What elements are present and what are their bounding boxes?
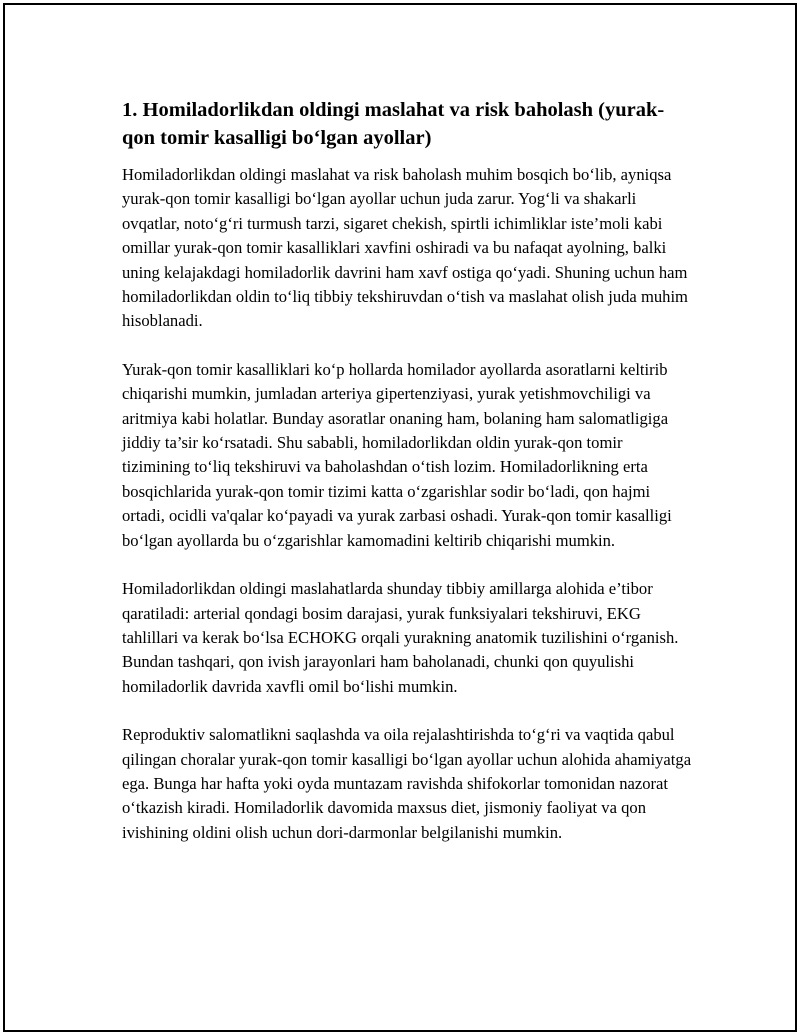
paragraph-4: Reproduktiv salomatlikni saqlashda va oila rejalashtirishda to‘g‘ri va vaqtida qabul qilingan choralar yurak-qon tomir kasalligi bo‘lgan ayollar uchun alohida ahamiyatga ega. Bunga har hafta yoki oyda muntazam ravishda shifokorlar tomonidan nazorat o‘tkazish kiradi. Homiladorlik davomida maxsus diet, jismoniy faoliyat va qon ivishining oldini olish uchun dori-darmonlar belgilanishi mumkin. [122, 725, 692, 842]
page-frame [3, 3, 797, 1032]
document-body [122, 96, 692, 869]
section-heading: 1. Homiladorlikdan oldingi maslahat va risk baholash (yurak-qon tomir kasalligi bo‘lgan ayollar) [122, 99, 665, 149]
paragraph-2: Yurak-qon tomir kasalliklari ko‘p hollarda homilador ayollarda asoratlarni keltirib chiqarishi mumkin, jumladan arteriya gipertenziyasi, yurak yetishmovchiligi va aritmiya kabi holatlar. Bunday asoratlar onaning ham, bolaning ham salomatligiga jiddiy ta’sir ko‘rsatadi. Shu sababli, homiladorlikdan oldin yurak-qon tomir tizimining to‘liq tekshiruvi va baholashdan o‘tish lozim. Homiladorlikning erta bosqichlarida yurak-qon tomir tizimi katta o‘zgarishlar sodir bo‘ladi, qon hajmi ortadi, ocidli va'qalar ko‘payadi va yurak zarbasi oshadi. Yurak-qon tomir kasalligi bo‘lgan ayollarda bu o‘zgarishlar kamomadini keltirib chiqarishi mumkin. [122, 359, 672, 550]
paragraph-3: Homiladorlikdan oldingi maslahatlarda shunday tibbiy amillarga alohida e’tibor qaratiladi: arterial qondagi bosim darajasi, yurak funksiyalari tekshiruvi, EKG tahlillari va kerak bo‘lsa ECHOKG orqali yurakning anatomik tuzilishini o‘rganish. Bundan tashqari, qon ivish jarayonlari ham baholanadi, chunki qon quyulishi homiladorlik davrida xavfli omil bo‘lishi mumkin. [122, 579, 679, 696]
paragraph-1: Homiladorlikdan oldingi maslahat va risk baholash muhim bosqich bo‘lib, ayniqsa yurak-qon tomir kasalligi bo‘lgan ayollar uchun juda zarur. Yog‘li va shakarli ovqatlar, noto‘g‘ri turmush tarzi, sigaret chekish, spirtli ichimliklar iste’moli kabi omillar yurak-qon tomir kasalliklari xavfini oshiradi va bu nafaqat ayolning, balki uning kelajakdagi homiladorlik davrini ham xavf ostiga qo‘yadi. Shuning uchun ham homiladorlikdan oldin to‘liq tibbiy tekshiruvdan o‘tish va maslahat olish juda muhim hisoblanadi. [122, 165, 688, 331]
